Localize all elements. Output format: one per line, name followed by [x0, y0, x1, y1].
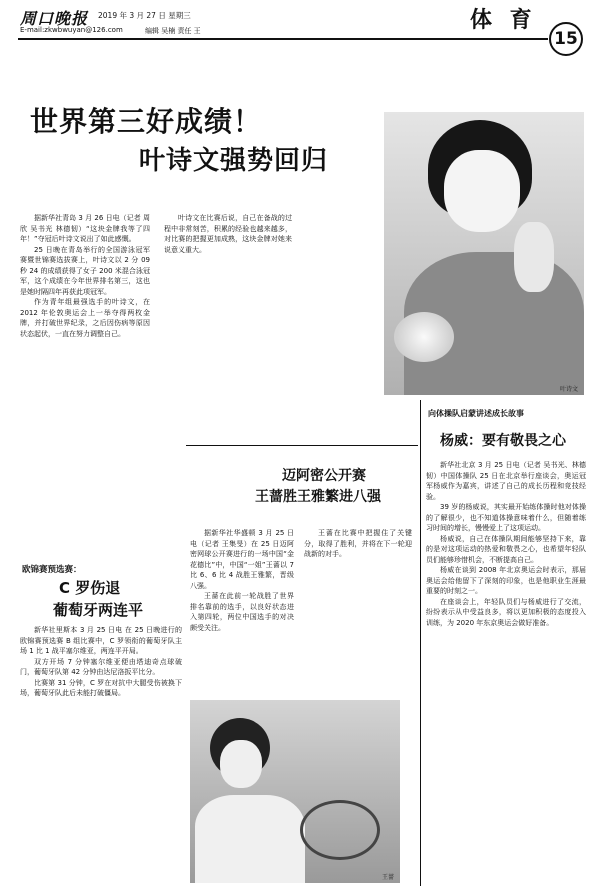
story3-divider [186, 445, 418, 446]
photo-wang-qiang [190, 700, 400, 883]
story4-paragraph: 新华社北京 3 月 25 日电（记者 吴书光、林德韧）中国体操队 25 日在北京举行座谈会，奥运冠军杨威作为嘉宾，讲述了自己的成长历程和竞技经验。 [426, 461, 586, 501]
photo-credit-wang: 王蔷 [382, 874, 395, 881]
page-number-badge: 15 [549, 22, 583, 56]
story4-kicker: 向体操队启蒙讲述成长故事 [428, 409, 524, 418]
story4-headline: 杨威：要有敬畏之心 [440, 433, 566, 449]
story4-paragraph: 39 岁的杨威说，其实最开始练体操时他对体操的了解很少，也不知道体操意味着什么，但随着练习时间的增长，慢慢爱上了这项运动。 [426, 503, 586, 532]
main-subheadline: 叶诗文强势回归 [139, 146, 329, 176]
paper-name: 周口晚报 [20, 9, 89, 28]
story2-column [20, 625, 182, 887]
story3-column-1 [190, 528, 294, 698]
editor-credit: 编辑 吴楠 责任 王 [145, 27, 201, 35]
story3-paragraph: 王蔷在此前一轮战胜了世界排名靠前的选手，以良好状态进入第四轮，两位中国选手的对决颇受关注。 [190, 592, 294, 632]
story4-paragraph: 在座谈会上，年轻队员们与杨威进行了交流，纷纷表示从中受益良多，将以更加积极的态度投入训练，为 2020 年东京奥运会做好准备。 [426, 597, 586, 627]
photo-tennis-racket [300, 800, 380, 860]
story2-headline-line1: C 罗伤退 [59, 579, 121, 597]
photo-flowers [394, 312, 454, 362]
masthead [0, 0, 600, 49]
photo-credit-ye: 叶诗文 [560, 386, 579, 393]
photo-figure-face [444, 150, 520, 232]
story2-paragraph: 新华社里斯本 3 月 25 日电 在 25 日晚进行的欧锦赛预选赛 B 组比赛中，C 罗领衔的葡萄牙队主场 1 比 1 战平塞尔维亚，两连平开局。 [20, 626, 182, 655]
story3-column-2 [304, 528, 412, 698]
main-paragraph: 据新华社青岛 3 月 26 日电（记者 周欣 吴书光 林德韧）“这块金牌我等了四年！”夺冠后叶诗文说出了如此感慨。 [20, 214, 150, 243]
issue-date: 2019 年 3 月 27 日 星期三 [98, 11, 191, 20]
story4-divider [420, 400, 421, 886]
photo-ye-shiwen [384, 112, 584, 395]
story4-column [426, 460, 586, 888]
story3-paragraph: 据新华社华盛顿 3 月 25 日电（记者 王集旻）在 25 日迈阿密网球公开赛进行的一场中国“金花德比”中，中国“一姐”王蔷以 7 比 6、6 比 4 战胜王雅繁，晋级八强。 [190, 529, 294, 590]
photo-figure-hand [514, 222, 554, 292]
story2-headline-line2: 葡萄牙两连平 [53, 601, 144, 619]
main-headline: 世界第三好成绩！ [30, 105, 263, 138]
story2-paragraph: 双方开场 7 分钟塞尔维亚便由塔迪奇点球破门，葡萄牙队第 42 分钟由达尼洛扳平比分。 [20, 657, 182, 676]
photo-figure-face [220, 740, 262, 788]
story3-paragraph: 王蔷在比赛中把握住了关键分，取得了胜利，并将在下一轮迎战新的对手。 [304, 529, 412, 558]
section-title: 体 育 [470, 7, 537, 33]
story3-headline-line1: 迈阿密公开赛 [282, 468, 366, 484]
masthead-divider [18, 38, 548, 40]
main-story-column-2 [164, 213, 292, 473]
main-paragraph: 25 日晚在青岛举行的全国游泳冠军赛暨世锦赛选拔赛上，叶诗文以 2 分 09 秒 24 的成绩获得了女子 200 米混合泳冠军，这个成绩在今年世界排名第三，这也是她时隔四年再获此项冠军。 [20, 245, 150, 296]
story2-paragraph: 比赛第 31 分钟，C 罗在对抗中大腿受伤被换下场，葡萄牙队此后未能打破僵局。 [20, 678, 182, 697]
story4-paragraph: 杨威在谈到 2008 年北京奥运会时表示，那届奥运会给他留下了深刻的印象，也是他职业生涯最重要的时刻之一。 [426, 566, 586, 595]
email-address: E-mail:zkwbwuyan@126.com [20, 26, 123, 34]
story4-paragraph: 杨威说，自己在体操队期间能够坚持下来，靠的是对这项运动的热爱和敬畏之心，也希望年轻队员们能够珍惜机会，不断提高自己。 [426, 534, 586, 564]
main-paragraph: 作为青年组最强选手的叶诗文，在 2012 年伦敦奥运会上一举夺得两枚金牌，并打破世界纪录，之后因伤病等原因状态起伏，一直在努力调整自己。 [20, 298, 150, 338]
main-story-column-1 [20, 213, 150, 563]
photo-figure-body [195, 795, 305, 883]
main-paragraph: 叶诗文在比赛后说，自己在备战的过程中非常刻苦，积累的经验也越来越多，对比赛的把握更加成熟，这块金牌对她来说意义重大。 [164, 214, 292, 254]
story2-kicker: 欧锦赛预选赛： [22, 565, 82, 575]
story3-headline-line2: 王蔷胜王雅繁进八强 [255, 489, 381, 505]
